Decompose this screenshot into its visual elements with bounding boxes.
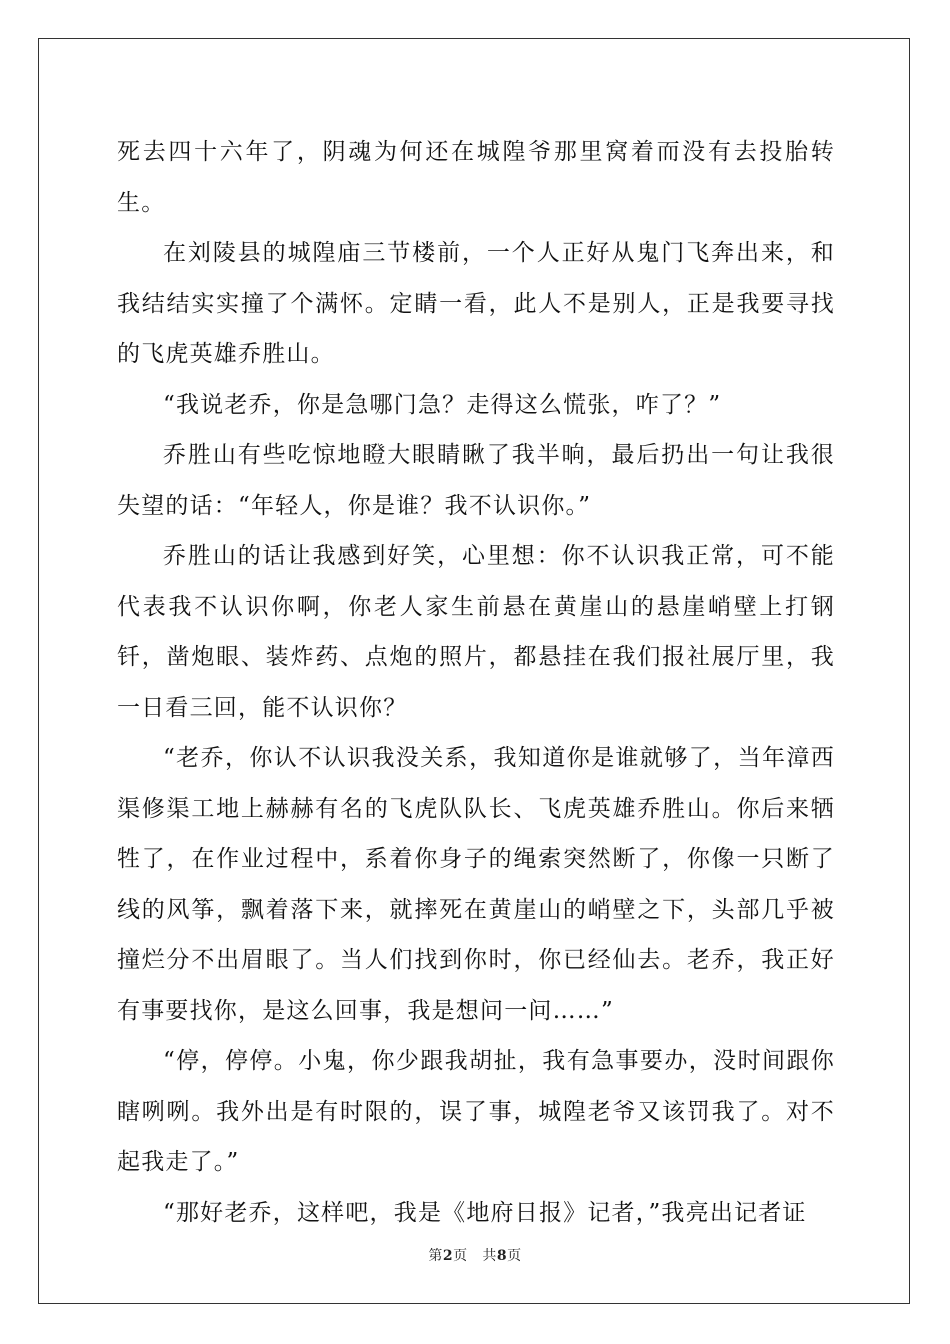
footer-page-suffix: 页	[453, 1248, 468, 1264]
footer-prefix: 第	[428, 1248, 443, 1264]
footer-total-prefix: 共	[482, 1248, 497, 1264]
document-body	[117, 127, 835, 1238]
paragraph: 乔胜山的话让我感到好笑，心里想：你不认识我正常，可不能代表我不认识你啊，你老人家生前悬在黄崖山的悬崖峭壁上打钢钎，凿炮眼、装炸药、点炮的照片，都悬挂在我们报社展厅里，我一日看三回，能不认识你？	[117, 543, 835, 721]
page-footer	[0, 1245, 950, 1265]
paragraph-continued: 死去四十六年了，阴魂为何还在城隍爷那里窝着而没有去投胎转生。	[117, 139, 835, 216]
footer-total-suffix: 页	[507, 1248, 522, 1264]
paragraph: “那好老乔，这样吧，我是《地府日报》记者，”我亮出记者证	[163, 1199, 807, 1226]
paragraph: “停，停停。小鬼，你少跟我胡扯，我有急事要办，没时间跟你瞎咧咧。我外出是有时限的，误了事，城隍老爷又该罚我了。对不起我走了。”	[117, 1048, 835, 1175]
paragraph: “老乔，你认不认识我没关系，我知道你是谁就够了，当年漳西渠修渠工地上赫赫有名的飞虎队队长、飞虎英雄乔胜山。你后来牺牲了，在作业过程中，系着你身子的绳索突然断了，你像一只断了线的风筝，飘着落下来，就摔死在黄崖山的峭壁之下，头部几乎被撞烂分不出眉眼了。当人们找到你时，你已经仙去。老乔，我正好有事要找你，是这么回事，我是想问一问……”	[117, 745, 835, 1024]
total-pages: 8	[496, 1248, 508, 1264]
page-number: 2	[442, 1248, 454, 1264]
paragraph: “我说老乔，你是急哪门急？走得这么慌张，咋了？”	[163, 391, 722, 418]
paragraph: 在刘陵县的城隍庙三节楼前，一个人正好从鬼门飞奔出来，和我结结实实撞了个满怀。定睛一看，此人不是别人，正是我要寻找的飞虎英雄乔胜山。	[117, 240, 835, 367]
paragraph: 乔胜山有些吃惊地瞪大眼睛瞅了我半晌，最后扔出一句让我很失望的话：“年轻人，你是谁？我不认识你。”	[117, 442, 835, 519]
